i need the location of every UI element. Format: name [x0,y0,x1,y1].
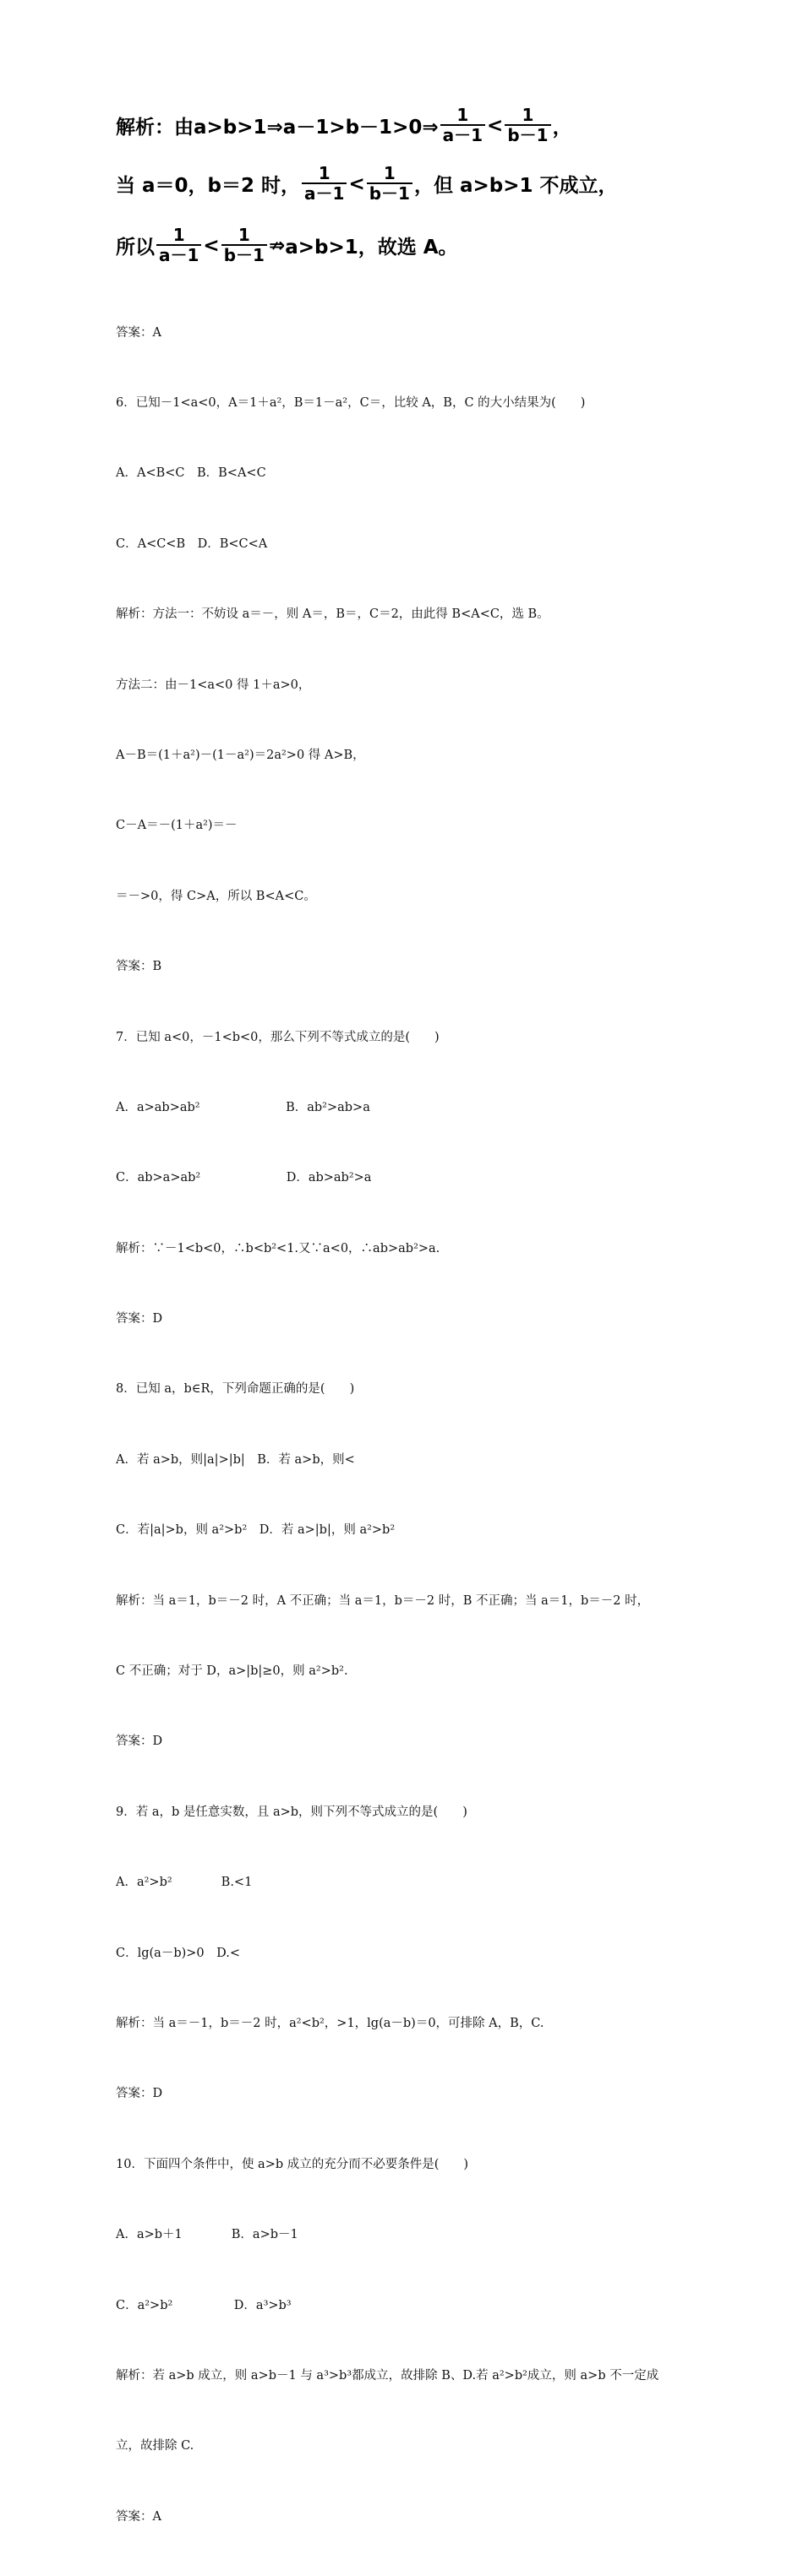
text: 当 a＝0，b＝2 时， [116,175,301,197]
less-than: < [487,114,504,137]
fraction [156,226,201,264]
fraction-denominator: a－1 [156,244,201,264]
fraction [440,106,485,144]
fraction [367,165,412,203]
text-line: A－B＝(1＋a²)－(1－a²)＝2a²>0 得 A>B， [116,748,365,762]
fraction-denominator: b－1 [367,182,412,203]
text-line: ＝－>0，得 C>A，所以 B<A<C。 [116,889,316,903]
fraction-denominator: a－1 [302,182,347,203]
text-line: A．a>ab>ab² B．ab²>ab>a [116,1100,370,1114]
text-line: C．ab>a>ab² D．ab>ab²>a [116,1171,372,1185]
text: 解析：由 [116,117,194,139]
text-line: 答案：B [116,960,162,974]
less-than: < [203,234,220,257]
text-line: C 不正确；对于 D，a>|b|≥0，则 a²>b². [116,1664,348,1679]
text-line: A．a>b＋1 B．a>b－1 [116,2228,298,2242]
text-line: 答案：A [116,2509,161,2524]
text-line: 8．已知 a，b∈R，下列命题正确的是( ) [116,1382,355,1397]
not-implies-symbol: ⇏ [268,234,286,257]
fraction-numerator: 1 [522,105,534,125]
math-expression: a>b>1⇒a－1>b－1>0⇒ [194,117,439,139]
text-line: 方法二：由－1<a<0 得 1＋a>0， [116,678,311,692]
text-line: A．若 a>b，则|a|>|b| B．若 a>b，则< [116,1452,355,1467]
fraction [221,226,267,264]
text-line: C．若|a|>b，则 a²>b² D．若 a>|b|，则 a²>b² [116,1523,396,1538]
fraction [302,165,347,203]
fraction-denominator: b－1 [221,244,267,264]
text-line: A．a²>b² B.<1 [116,1876,253,1890]
less-than: < [348,172,365,195]
fraction [505,106,550,144]
text: 所以 [116,237,155,259]
text-line: C．lg(a－b)>0 D.< [116,1946,240,1960]
text: ，但 a>b>1 不成立， [413,175,618,197]
text-line: 7．已知 a<0，－1<b<0，那么下列不等式成立的是( ) [116,1030,440,1044]
text-line: 解析：当 a＝－1，b＝－2 时，a²<b²，>1，lg(a－b)＝0，可排除 A，B，C. [116,2016,544,2030]
text-line: 解析：若 a>b 成立，则 a>b－1 与 a³>b³都成立，故排除 B、D.若 a²>b²成立，则 a>b 不一定成 [116,2368,659,2383]
solution-image-line-2 [116,165,618,203]
fraction-numerator: 1 [456,105,469,125]
text-line: 答案：D [116,1735,163,1749]
text: a>b>1，故选 A。 [285,237,458,259]
text-line: A．A<B<C B．B<A<C [116,466,266,481]
text-line: 10．下面四个条件中，使 a>b 成立的充分而不必要条件是( ) [116,2157,469,2171]
text-line: 解析：∵－1<b<0，∴b<b²<1.又∵a<0，∴ab>ab²>a. [116,1241,440,1255]
text-line: C．a²>b² D．a³>b³ [116,2298,292,2312]
fraction-numerator: 1 [172,225,185,245]
text-line: 解析：方法一：不妨设 a＝－，则 A＝，B＝，C＝2，由此得 B<A<C，选 B。 [116,607,549,622]
text-line: 答案：D [116,2087,163,2101]
text-line: 答案：D [116,1312,163,1326]
text-line: 6．已知－1<a<0，A＝1＋a²，B＝1－a²，C＝，比较 A，B，C 的大小结果为( ) [116,395,586,410]
fraction-numerator: 1 [238,225,250,245]
fraction-numerator: 1 [318,163,330,183]
fraction-denominator: a－1 [440,124,485,144]
text-line: C．A<C<B D．B<C<A [116,536,268,551]
fraction-denominator: b－1 [505,124,550,144]
text-line: 9．若 a，b 是任意实数，且 a>b，则下列不等式成立的是( ) [116,1805,467,1819]
text: ， [552,117,572,139]
text-line: 立，故排除 C. [116,2439,194,2453]
solution-image-line-1 [116,106,572,144]
solution-image-line-3 [116,226,458,264]
document-body [116,275,699,2576]
text-line: C－A＝－(1＋a²)＝－ [116,819,238,833]
text-line: 解析：当 a＝1，b＝－2 时，A 不正确；当 a＝1，b＝－2 时，B 不正确；当 a＝1，b＝－2 时， [116,1593,650,1608]
text-line: 答案：A [116,325,161,340]
fraction-numerator: 1 [383,163,396,183]
